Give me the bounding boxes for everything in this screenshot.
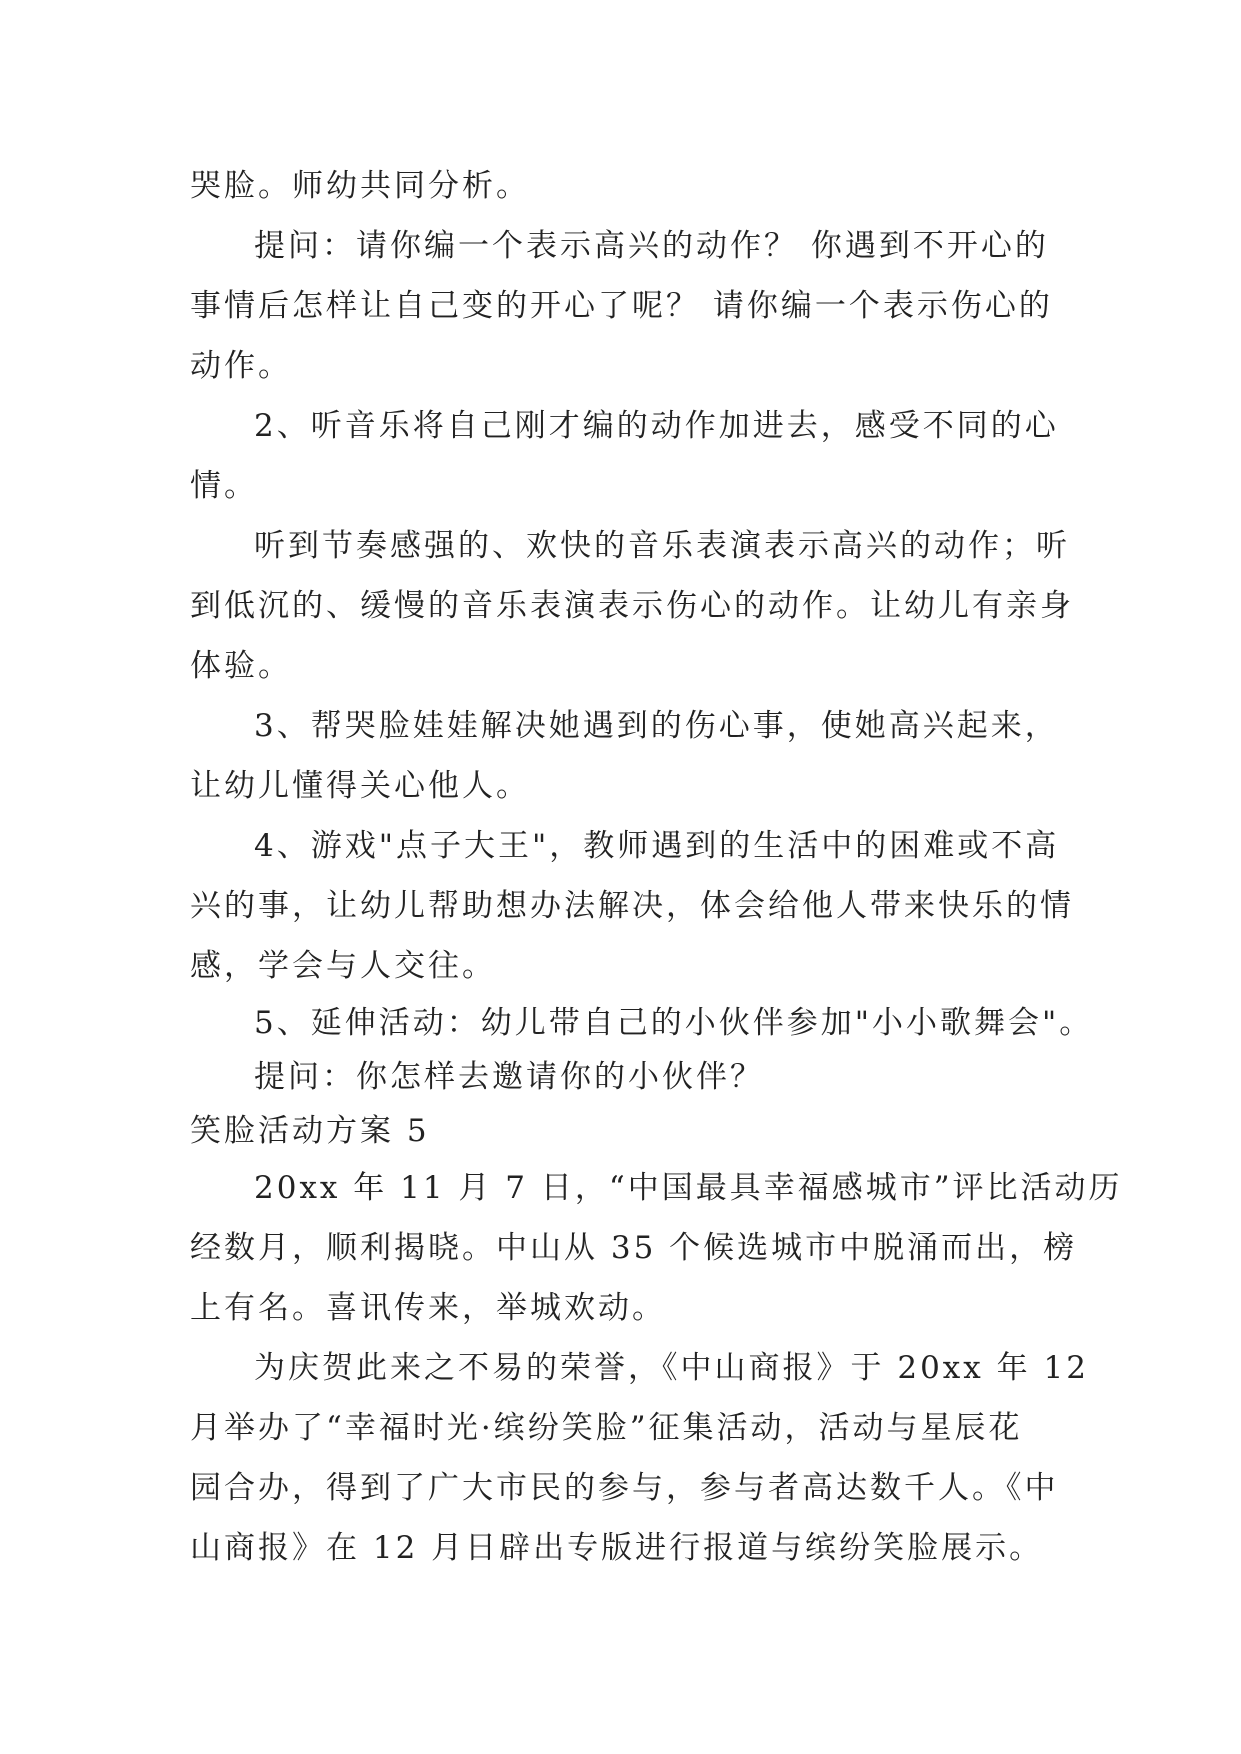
text-line: 情。 xyxy=(190,468,258,504)
text-line: 兴的事，让幼儿帮助想办法解决，体会给他人带来快乐的情 xyxy=(190,888,1074,924)
text-line: 20xx 年 11 月 7 日，“中国最具幸福感城市”评比活动历 xyxy=(254,1170,1123,1206)
text-line: 山商报》在 12 月日辟出专版进行报道与缤纷笑脸展示。 xyxy=(190,1530,1044,1566)
text-line: 上有名。喜讯传来，举城欢动。 xyxy=(190,1290,666,1326)
text-line: 感，学会与人交往。 xyxy=(190,948,496,984)
text-line: 到低沉的、缓慢的音乐表演表示伤心的动作。让幼儿有亲身 xyxy=(190,588,1074,624)
text-line: 提问：请你编一个表示高兴的动作？ 你遇到不开心的 xyxy=(254,228,1049,264)
text-line: 哭脸。师幼共同分析。 xyxy=(190,168,530,204)
text-line: 为庆贺此来之不易的荣誉，《中山商报》于 20xx 年 12 xyxy=(254,1350,1089,1386)
text-line: 月举办了“幸福时光·缤纷笑脸”征集活动，活动与星辰花 xyxy=(190,1410,1023,1446)
text-line: 动作。 xyxy=(190,348,292,384)
text-line: 经数月，顺利揭晓。中山从 35 个候选城市中脱涌而出，榜 xyxy=(190,1230,1078,1266)
text-line: 事情后怎样让自己变的开心了呢？ 请你编一个表示伤心的 xyxy=(190,288,1053,324)
text-line: 提问：你怎样去邀请你的小伙伴？ xyxy=(254,1059,764,1095)
text-line: 听到节奏感强的、欢快的音乐表演表示高兴的动作；听 xyxy=(254,528,1070,564)
text-line: 5、延伸活动：幼儿带自己的小伙伴参加"小小歌舞会"。 xyxy=(254,1005,1094,1041)
section-heading: 笑脸活动方案 5 xyxy=(190,1113,430,1149)
text-line: 园合办，得到了广大市民的参与，参与者高达数千人。《中 xyxy=(190,1470,1059,1506)
text-line: 2、听音乐将自己刚才编的动作加进去，感受不同的心 xyxy=(254,408,1059,444)
text-line: 4、游戏"点子大王"，教师遇到的生活中的困难或不高 xyxy=(254,828,1060,864)
text-line: 3、帮哭脸娃娃解决她遇到的伤心事，使她高兴起来， xyxy=(254,708,1059,744)
text-line: 让幼儿懂得关心他人。 xyxy=(190,768,530,804)
text-line: 体验。 xyxy=(190,648,292,684)
document-body xyxy=(190,156,1123,1578)
